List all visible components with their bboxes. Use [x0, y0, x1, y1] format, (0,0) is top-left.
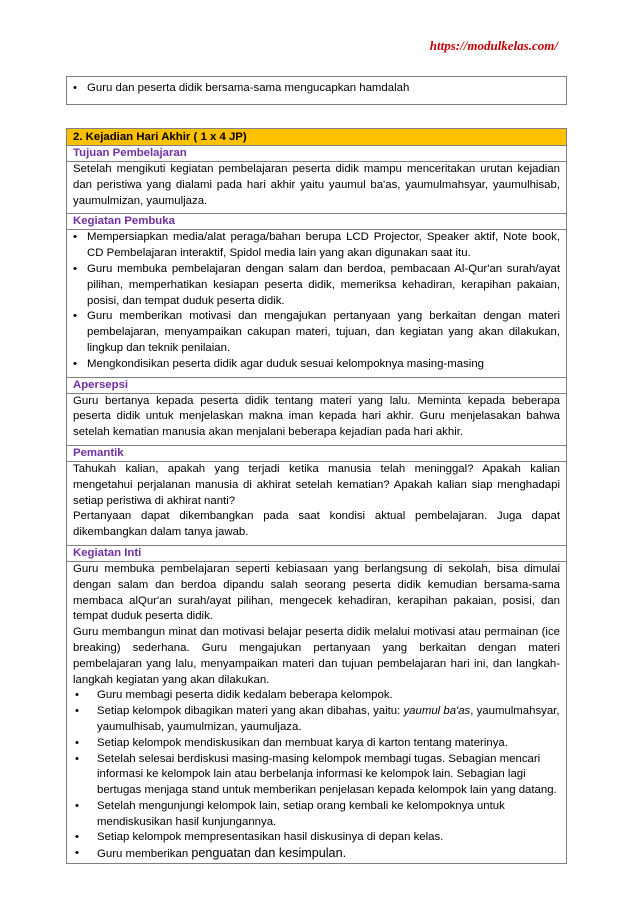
closing-item: • Guru dan peserta didik bersama-sama mengucapkan hamdalah — [73, 81, 560, 97]
inti-text: Guru membangun minat dan motivasi belajar peserta didik melalui motivasi atau permainan (ice breaking) sederhana. Guru mengajukan pertanyaan yang berkaitan dengan materi pembelajaran yang lalu, menyampaikan materi dan tujuan pembelajaran hari ini, dan langkah-langkah kegiatan yang akan dilakukan. — [73, 626, 560, 686]
pemantik-note: Pertanyaan dapat dikembangkan pada saat kondisi aktual pembelajaran. Juga dapat dikembangkan dalam tanya jawab. — [73, 510, 560, 539]
pembuka-title: Kegiatan Pembuka — [67, 214, 566, 230]
inti-item: • Setelah mengunjungi kelompok lain, setiap orang kembali ke kelompoknya untuk mendiskusikan hasil kunjungannya. — [73, 799, 560, 831]
inti-item: • Guru membagi peserta didik kedalam beberapa kelompok. — [73, 688, 560, 704]
pembuka-item: • Guru membuka pembelajaran dengan salam dan berdoa, pembacaan Al-Qur'an surah/ayat pilihan, memperhatikan kesiapan peserta didik, memeriksa kehadiran, kerapihan pakaian, posisi, dan tempat duduk peserta didik. — [73, 262, 560, 309]
tujuan-title: Tujuan Pembelajaran — [67, 146, 566, 162]
lesson-table — [66, 128, 567, 864]
inti-item-term: yaumul ba'as — [403, 705, 471, 718]
inti-item-text: Setiap kelompok dibagikan materi yang akan dibahas, yaitu: — [97, 705, 404, 718]
pembuka-section — [67, 214, 566, 377]
apersepsi-text: Guru bertanya kepada peserta didik tentang materi yang lalu. Meminta kepada beberapa peserta didik untuk menjelaskan makna iman kepada hari akhir. Guru menjelasakan bahwa setelah kematian manusia akan menjalani beberapa kejadian pada hari akhir. — [73, 394, 560, 439]
pembuka-list — [67, 230, 566, 372]
inti-item-emphasis: penguatan dan kesimpulan. — [191, 846, 347, 861]
section-heading: 2. Kejadian Hari Akhir ( 1 x 4 JP) — [67, 129, 566, 146]
inti-title: Kegiatan Inti — [67, 546, 566, 562]
inti-item: • Setiap kelompok mempresentasikan hasil diskusinya di depan kelas. — [73, 830, 560, 846]
inti-item: • Setiap kelompok mendiskusikan dan membuat karya di karton tentang materinya. — [73, 736, 560, 752]
closing-activity-box — [66, 76, 567, 105]
inti-item-term: yaumulmahsyar — [476, 705, 557, 718]
pembuka-item: • Guru memberikan motivasi dan mengajukan pertanyaan yang berkaitan dengan materi pembelajaran, menyampaikan cakupan materi, tujuan, dan kegiatan yang akan dilakukan, lingkup dan teknik penilaian. — [73, 309, 560, 356]
inti-section — [67, 546, 566, 863]
inti-item-text: , — [470, 705, 477, 718]
inti-text: Guru membuka pembelajaran seperti kebiasaan yang berlangsung di sekolah, bisa dimulai dengan salam dan berdoa dipandu salah seorang peserta didik kemudian bersama-sama membaca alQur'an surah/ayat pilihan, mengecek kehadiran, kerapihan pakaian, posisi, dan tempat duduk peserta didik. — [73, 562, 560, 623]
inti-item — [73, 704, 560, 736]
inti-item-text: Guru memberikan — [97, 848, 192, 861]
header-url-link[interactable]: https://modulkelas.com/ — [429, 38, 558, 53]
pemantik-section — [67, 446, 566, 546]
pembuka-item: • Mengkondisikan peserta didik agar duduk sesuai kelompoknya masing-masing — [73, 357, 560, 373]
tujuan-text: Setelah mengikuti kegiatan pembelajaran peserta didik mampu menceritakan urutan kejadian dan peristiwa yang dialami pada hari akhir yaitu yaumul ba'as, yaumulmahsyar, yaumulhisab, yaumulmizan, yaumuljaza. — [73, 163, 560, 207]
pemantik-text: Tahukah kalian, apakah yang terjadi ketika manusia telah meninggal? Apakah kalian mengetahui perjalanan manusia di akhirat setelah kematian? Apakah kalian siap menghadapi setiap peristiwa di akhirat nanti? — [73, 462, 560, 507]
pembuka-item: • Mempersiapkan media/alat peraga/bahan berupa LCD Projector, Speaker aktif, Note book, CD Pembelajaran interaktif, Spidol media lain yang akan digunakan saat itu. — [73, 230, 560, 262]
inti-item-text: , yaumulhisab, yaumulmizan, yaumuljaza. — [97, 705, 560, 733]
tujuan-section — [67, 146, 566, 214]
inti-list — [67, 688, 566, 863]
closing-list — [67, 77, 566, 97]
apersepsi-title: Apersepsi — [67, 378, 566, 394]
inti-item: • Setelah selesai berdiskusi masing-masing kelompok membagi tugas. Sebagian mencari informasi ke kelompok lain atau berbelanja informasi ke kelompok lain. Sebagian lagi bertugas menjaga stand untuk memberikan penjelasan kepada kelompok lain yang datang. — [73, 752, 560, 799]
inti-item — [73, 846, 560, 863]
apersepsi-section — [67, 378, 566, 446]
pemantik-title: Pemantik — [67, 446, 566, 462]
